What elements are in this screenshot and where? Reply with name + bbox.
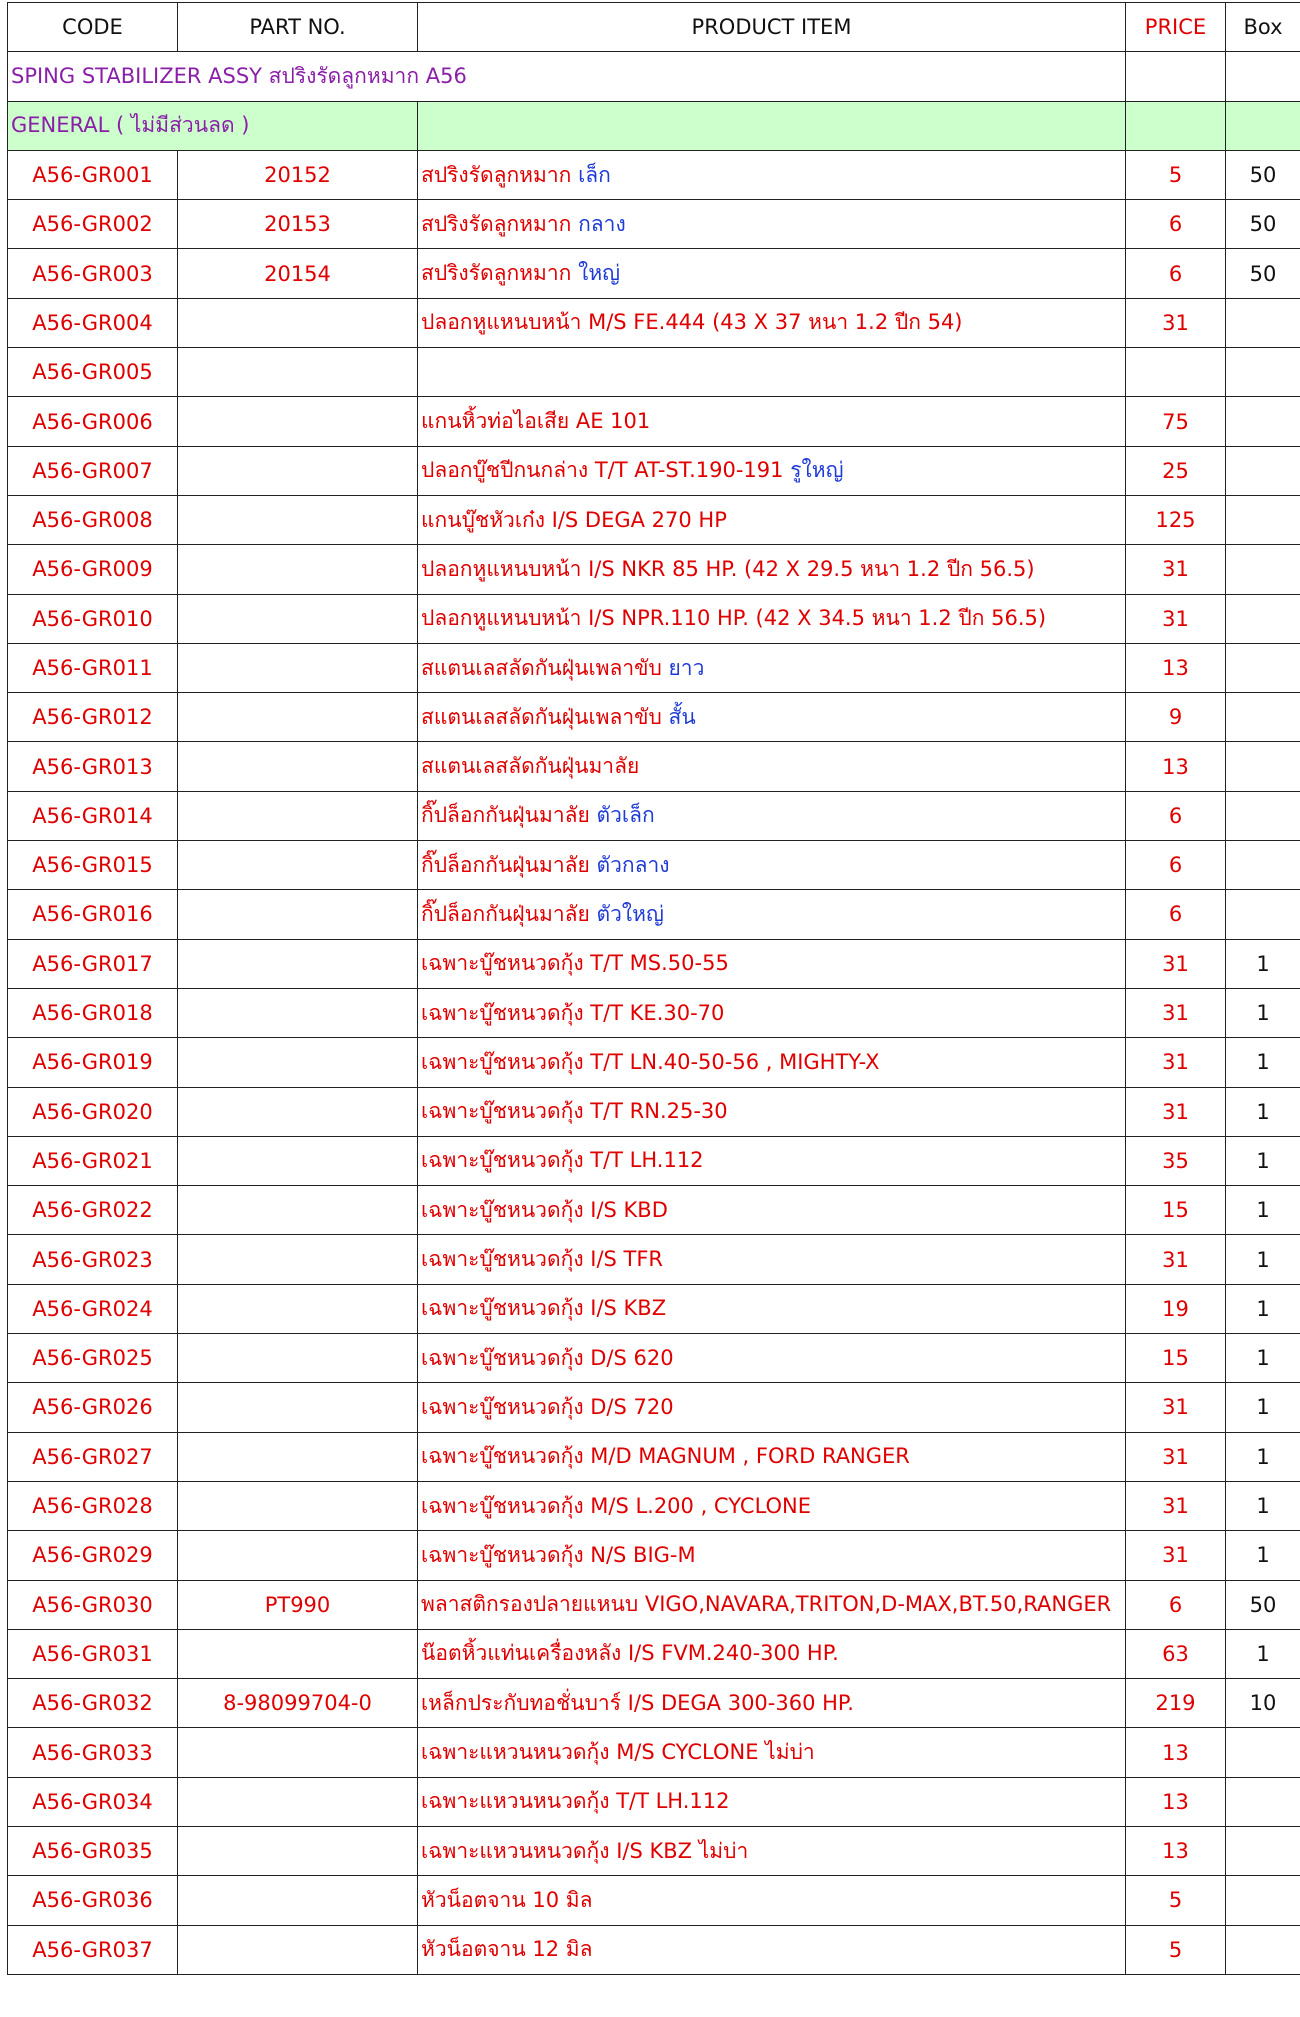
- row-product-name: เฉพาะบู๊ชหนวดกุ้ง I/S KBZ: [421, 1296, 667, 1321]
- row-part-no: [178, 594, 418, 643]
- row-product-item: [418, 742, 1126, 791]
- row-product-variant: เล็ก: [578, 162, 611, 187]
- table-row: [8, 643, 1300, 692]
- row-price: 31: [1126, 1087, 1226, 1136]
- row-product-name: ปลอกหูแหนบหน้า I/S NPR.110 HP. (42 X 34.5 หนา 1.2 ปีก 56.5): [421, 606, 1047, 631]
- table-row: [8, 1481, 1300, 1530]
- table-row: [8, 446, 1300, 495]
- general-price-cell: [1126, 101, 1226, 150]
- row-product-item: [418, 1925, 1126, 1974]
- row-box: 1: [1226, 1629, 1300, 1678]
- row-box: [1226, 791, 1300, 840]
- row-product-name: สแตนเลสลัดกันฝุ่นเพลาขับ: [421, 655, 669, 680]
- row-code: A56-GR036: [8, 1876, 178, 1925]
- row-code: A56-GR005: [8, 348, 178, 397]
- row-price: 31: [1126, 988, 1226, 1037]
- row-code: A56-GR012: [8, 693, 178, 742]
- row-price: 6: [1126, 1580, 1226, 1629]
- row-box: [1226, 890, 1300, 939]
- table-row: [8, 939, 1300, 988]
- row-product-name: กิ๊ปล็อกกันฝุ่นมาลัย: [421, 901, 597, 926]
- row-product-name: เฉพาะบู๊ชหนวดกุ้ง M/D MAGNUM , FORD RANGER: [421, 1444, 910, 1469]
- row-price: 13: [1126, 643, 1226, 692]
- row-part-no: [178, 1235, 418, 1284]
- row-product-item: [418, 939, 1126, 988]
- row-part-no: [178, 742, 418, 791]
- row-part-no: [178, 890, 418, 939]
- row-price: 31: [1126, 545, 1226, 594]
- row-code: A56-GR027: [8, 1432, 178, 1481]
- row-code: A56-GR030: [8, 1580, 178, 1629]
- row-product-item: [418, 693, 1126, 742]
- row-product-name: กิ๊ปล็อกกันฝุ่นมาลัย: [421, 852, 597, 877]
- table-row: [8, 1728, 1300, 1777]
- row-part-no: [178, 1728, 418, 1777]
- general-box-cell: [1226, 101, 1300, 150]
- table-row: [8, 1235, 1300, 1284]
- row-part-no: [178, 446, 418, 495]
- row-price: 6: [1126, 890, 1226, 939]
- row-code: A56-GR018: [8, 988, 178, 1037]
- row-box: [1226, 1777, 1300, 1826]
- row-product-variant: สั้น: [668, 704, 696, 729]
- row-code: A56-GR025: [8, 1334, 178, 1383]
- row-part-no: [178, 298, 418, 347]
- row-product-name: สแตนเลสลัดกันฝุ่นเพลาขับ: [421, 704, 669, 729]
- row-part-no: [178, 495, 418, 544]
- row-box: [1226, 298, 1300, 347]
- row-part-no: [178, 1629, 418, 1678]
- row-part-no: [178, 1087, 418, 1136]
- row-product-variant: ตัวเล็ก: [596, 803, 655, 828]
- row-price: 31: [1126, 1531, 1226, 1580]
- header-row: [8, 3, 1300, 52]
- row-product-item: [418, 446, 1126, 495]
- row-part-no: 20152: [178, 150, 418, 199]
- table-row: [8, 890, 1300, 939]
- row-part-no: [178, 1284, 418, 1333]
- row-product-item: [418, 841, 1126, 890]
- row-code: A56-GR022: [8, 1186, 178, 1235]
- row-product-name: เหล็กประกับทอชั่นบาร์ I/S DEGA 300-360 HP.: [421, 1690, 854, 1715]
- row-product-item: [418, 1580, 1126, 1629]
- table-row: [8, 200, 1300, 249]
- row-box: 50: [1226, 1580, 1300, 1629]
- row-price: 6: [1126, 791, 1226, 840]
- row-product-item: [418, 1531, 1126, 1580]
- row-box: [1226, 348, 1300, 397]
- row-price: 75: [1126, 397, 1226, 446]
- row-price: 13: [1126, 1826, 1226, 1875]
- row-part-no: [178, 1334, 418, 1383]
- row-product-name: เฉพาะบู๊ชหนวดกุ้ง I/S TFR: [421, 1247, 664, 1272]
- row-product-item: [418, 397, 1126, 446]
- row-part-no: [178, 1826, 418, 1875]
- row-part-no: [178, 1136, 418, 1185]
- row-product-item: [418, 1728, 1126, 1777]
- row-code: A56-GR010: [8, 594, 178, 643]
- row-box: 1: [1226, 1284, 1300, 1333]
- row-part-no: [178, 545, 418, 594]
- row-product-item: [418, 495, 1126, 544]
- row-product-variant: กลาง: [578, 211, 626, 236]
- table-row: [8, 397, 1300, 446]
- row-code: A56-GR031: [8, 1629, 178, 1678]
- row-part-no: 20153: [178, 200, 418, 249]
- row-code: A56-GR017: [8, 939, 178, 988]
- row-product-name: ปลอกหูแหนบหน้า I/S NKR 85 HP. (42 X 29.5 หนา 1.2 ปีก 56.5): [421, 556, 1035, 581]
- row-part-no: 20154: [178, 249, 418, 298]
- row-part-no: PT990: [178, 1580, 418, 1629]
- row-code: A56-GR001: [8, 150, 178, 199]
- table-row: [8, 1186, 1300, 1235]
- row-price: 13: [1126, 742, 1226, 791]
- row-product-item: [418, 1235, 1126, 1284]
- row-box: 1: [1226, 1235, 1300, 1284]
- row-box: 1: [1226, 1136, 1300, 1185]
- row-price: 6: [1126, 200, 1226, 249]
- row-product-name: สปริงรัดลูกหมาก: [421, 211, 579, 236]
- row-part-no: [178, 1432, 418, 1481]
- row-code: A56-GR019: [8, 1038, 178, 1087]
- row-product-item: [418, 1432, 1126, 1481]
- row-code: A56-GR002: [8, 200, 178, 249]
- table-row: [8, 545, 1300, 594]
- row-product-name: หัวน็อตจาน 10 มิล: [421, 1887, 593, 1912]
- table-row: [8, 1777, 1300, 1826]
- table-row: [8, 1087, 1300, 1136]
- row-price: 31: [1126, 594, 1226, 643]
- row-box: [1226, 643, 1300, 692]
- header-box: Box: [1226, 3, 1300, 52]
- general-label: GENERAL ( ไม่มีส่วนลด ): [8, 101, 418, 150]
- row-code: A56-GR026: [8, 1383, 178, 1432]
- row-price: 35: [1126, 1136, 1226, 1185]
- row-box: [1226, 594, 1300, 643]
- row-box: [1226, 1728, 1300, 1777]
- row-product-name: สปริงรัดลูกหมาก: [421, 261, 579, 286]
- row-product-name: เฉพาะบู๊ชหนวดกุ้ง T/T KE.30-70: [421, 1000, 725, 1025]
- row-code: A56-GR014: [8, 791, 178, 840]
- row-code: A56-GR023: [8, 1235, 178, 1284]
- row-product-variant: รูใหญ่: [790, 458, 844, 483]
- row-code: A56-GR015: [8, 841, 178, 890]
- row-box: [1226, 1925, 1300, 1974]
- row-box: [1226, 495, 1300, 544]
- row-product-name: เฉพาะบู๊ชหนวดกุ้ง T/T LH.112: [421, 1148, 704, 1173]
- row-product-name: เฉพาะแหวนหนวดกุ้ง M/S CYCLONE ไม่บ่า: [421, 1740, 815, 1765]
- row-code: A56-GR004: [8, 298, 178, 347]
- header-price: PRICE: [1126, 3, 1226, 52]
- row-price: 25: [1126, 446, 1226, 495]
- row-product-variant: ยาว: [668, 655, 705, 680]
- table-row: [8, 249, 1300, 298]
- row-product-item: [418, 890, 1126, 939]
- row-code: A56-GR009: [8, 545, 178, 594]
- row-box: 50: [1226, 249, 1300, 298]
- row-product-item: [418, 1826, 1126, 1875]
- table-row: [8, 1679, 1300, 1728]
- row-product-name: เฉพาะบู๊ชหนวดกุ้ง T/T RN.25-30: [421, 1099, 728, 1124]
- row-part-no: [178, 693, 418, 742]
- row-product-item: [418, 1383, 1126, 1432]
- row-part-no: [178, 939, 418, 988]
- row-price: 9: [1126, 693, 1226, 742]
- row-box: [1226, 1876, 1300, 1925]
- row-product-item: [418, 1186, 1126, 1235]
- row-part-no: [178, 1531, 418, 1580]
- table-row: [8, 693, 1300, 742]
- row-part-no: [178, 841, 418, 890]
- row-part-no: [178, 1186, 418, 1235]
- row-code: A56-GR035: [8, 1826, 178, 1875]
- row-box: [1226, 693, 1300, 742]
- table-row: [8, 1038, 1300, 1087]
- row-code: A56-GR016: [8, 890, 178, 939]
- row-box: 1: [1226, 1481, 1300, 1530]
- row-part-no: [178, 397, 418, 446]
- row-product-item: [418, 1334, 1126, 1383]
- row-box: 1: [1226, 1038, 1300, 1087]
- row-part-no: 8-98099704-0: [178, 1679, 418, 1728]
- row-code: A56-GR037: [8, 1925, 178, 1974]
- row-price: 31: [1126, 1383, 1226, 1432]
- row-code: A56-GR013: [8, 742, 178, 791]
- row-product-name: เฉพาะบู๊ชหนวดกุ้ง T/T LN.40-50-56 , MIGHTY-X: [421, 1049, 880, 1074]
- row-box: [1226, 545, 1300, 594]
- row-product-item: [418, 988, 1126, 1037]
- row-price: 13: [1126, 1777, 1226, 1826]
- row-part-no: [178, 1383, 418, 1432]
- row-price: 63: [1126, 1629, 1226, 1678]
- table-row: [8, 1334, 1300, 1383]
- row-price: 31: [1126, 298, 1226, 347]
- row-product-item: [418, 1679, 1126, 1728]
- row-product-item: [418, 545, 1126, 594]
- row-code: A56-GR032: [8, 1679, 178, 1728]
- row-product-name: เฉพาะบู๊ชหนวดกุ้ง M/S L.200 , CYCLONE: [421, 1493, 812, 1518]
- row-code: A56-GR034: [8, 1777, 178, 1826]
- row-product-item: [418, 643, 1126, 692]
- row-price: 31: [1126, 1235, 1226, 1284]
- general-row: [8, 101, 1300, 150]
- row-part-no: [178, 1925, 418, 1974]
- row-price: 15: [1126, 1186, 1226, 1235]
- row-box: [1226, 397, 1300, 446]
- section-box-cell: [1226, 52, 1300, 101]
- table-row: [8, 742, 1300, 791]
- row-product-name: เฉพาะบู๊ชหนวดกุ้ง D/S 720: [421, 1394, 674, 1419]
- row-product-variant: ใหญ่: [578, 261, 621, 286]
- row-price: 125: [1126, 495, 1226, 544]
- header-part-no: PART NO.: [178, 3, 418, 52]
- row-product-item: [418, 1136, 1126, 1185]
- table-row: [8, 348, 1300, 397]
- row-code: A56-GR011: [8, 643, 178, 692]
- row-product-name: ปลอกหูแหนบหน้า M/S FE.444 (43 X 37 หนา 1.2 ปีก 54): [421, 310, 963, 335]
- row-product-item: [418, 594, 1126, 643]
- row-price: [1126, 348, 1226, 397]
- row-box: 10: [1226, 1679, 1300, 1728]
- row-part-no: [178, 1777, 418, 1826]
- table-row: [8, 1432, 1300, 1481]
- row-price: 6: [1126, 841, 1226, 890]
- row-product-item: [418, 1777, 1126, 1826]
- row-product-name: เฉพาะบู๊ชหนวดกุ้ง I/S KBD: [421, 1197, 668, 1222]
- row-part-no: [178, 1876, 418, 1925]
- table-row: [8, 1580, 1300, 1629]
- section-title: SPING STABILIZER ASSY สปริงรัดลูกหมาก A56: [8, 52, 1126, 101]
- row-product-name: หัวน็อตจาน 12 มิล: [421, 1937, 593, 1962]
- row-box: 1: [1226, 1432, 1300, 1481]
- row-product-item: [418, 298, 1126, 347]
- row-part-no: [178, 348, 418, 397]
- row-box: 1: [1226, 1383, 1300, 1432]
- price-list-body: [8, 3, 1300, 1975]
- row-code: A56-GR003: [8, 249, 178, 298]
- row-product-item: [418, 249, 1126, 298]
- row-product-name: เฉพาะบู๊ชหนวดกุ้ง N/S BIG-M: [421, 1542, 696, 1567]
- row-product-name: เฉพาะแหวนหนวดกุ้ง T/T LH.112: [421, 1789, 730, 1814]
- table-row: [8, 150, 1300, 199]
- row-product-name: เฉพาะบู๊ชหนวดกุ้ง T/T MS.50-55: [421, 951, 729, 976]
- row-product-item: [418, 200, 1126, 249]
- table-row: [8, 1925, 1300, 1974]
- row-product-variant: ตัวใหญ่: [596, 901, 664, 926]
- table-row: [8, 594, 1300, 643]
- general-empty-cell: [418, 101, 1126, 150]
- section-title-row: [8, 52, 1300, 101]
- row-product-name: สแตนเลสลัดกันฝุ่นมาลัย: [421, 754, 640, 779]
- row-code: A56-GR021: [8, 1136, 178, 1185]
- header-code: CODE: [8, 3, 178, 52]
- table-row: [8, 1876, 1300, 1925]
- row-product-name: แกนบู๊ชหัวเก๋ง I/S DEGA 270 HP: [421, 507, 727, 532]
- row-product-item: [418, 1284, 1126, 1333]
- row-part-no: [178, 988, 418, 1037]
- row-product-variant: ตัวกลาง: [596, 852, 670, 877]
- row-box: 50: [1226, 200, 1300, 249]
- row-price: 31: [1126, 1038, 1226, 1087]
- row-product-item: [418, 150, 1126, 199]
- row-product-name: ปลอกบู๊ชปีกนกล่าง T/T AT-ST.190-191: [421, 458, 791, 483]
- price-list-table: [7, 2, 1300, 1975]
- table-row: [8, 1136, 1300, 1185]
- row-price: 6: [1126, 249, 1226, 298]
- row-code: A56-GR029: [8, 1531, 178, 1580]
- table-row: [8, 298, 1300, 347]
- row-box: [1226, 841, 1300, 890]
- row-code: A56-GR008: [8, 495, 178, 544]
- row-product-item: [418, 1629, 1126, 1678]
- table-row: [8, 1284, 1300, 1333]
- row-product-item: [418, 348, 1126, 397]
- table-row: [8, 988, 1300, 1037]
- row-code: A56-GR024: [8, 1284, 178, 1333]
- row-product-item: [418, 1038, 1126, 1087]
- section-price-cell: [1126, 52, 1226, 101]
- row-price: 5: [1126, 1876, 1226, 1925]
- row-box: [1226, 446, 1300, 495]
- row-box: 1: [1226, 1186, 1300, 1235]
- row-part-no: [178, 791, 418, 840]
- table-row: [8, 841, 1300, 890]
- row-product-name: เฉพาะแหวนหนวดกุ้ง I/S KBZ ไม่บ่า: [421, 1838, 749, 1863]
- table-row: [8, 1383, 1300, 1432]
- table-row: [8, 1826, 1300, 1875]
- row-price: 13: [1126, 1728, 1226, 1777]
- row-box: [1226, 742, 1300, 791]
- table-row: [8, 495, 1300, 544]
- row-part-no: [178, 1481, 418, 1530]
- row-code: A56-GR006: [8, 397, 178, 446]
- row-code: A56-GR033: [8, 1728, 178, 1777]
- row-box: 1: [1226, 939, 1300, 988]
- row-price: 15: [1126, 1334, 1226, 1383]
- row-box: 1: [1226, 988, 1300, 1037]
- row-part-no: [178, 1038, 418, 1087]
- row-price: 31: [1126, 939, 1226, 988]
- row-box: [1226, 1826, 1300, 1875]
- row-code: A56-GR028: [8, 1481, 178, 1530]
- row-price: 5: [1126, 150, 1226, 199]
- row-box: 1: [1226, 1334, 1300, 1383]
- row-product-name: เฉพาะบู๊ชหนวดกุ้ง D/S 620: [421, 1345, 674, 1370]
- row-product-item: [418, 1087, 1126, 1136]
- row-code: A56-GR007: [8, 446, 178, 495]
- row-product-item: [418, 1876, 1126, 1925]
- row-code: A56-GR020: [8, 1087, 178, 1136]
- row-box: 1: [1226, 1531, 1300, 1580]
- row-price: 19: [1126, 1284, 1226, 1333]
- row-price: 5: [1126, 1925, 1226, 1974]
- row-part-no: [178, 643, 418, 692]
- row-price: 31: [1126, 1432, 1226, 1481]
- row-product-name: สปริงรัดลูกหมาก: [421, 162, 579, 187]
- row-product-item: [418, 1481, 1126, 1530]
- row-product-name: แกนหิ้วท่อไอเสีย AE 101: [421, 409, 651, 434]
- row-product-name: น๊อตหิ้วแท่นเครื่องหลัง I/S FVM.240-300 HP.: [421, 1641, 839, 1666]
- row-box: 50: [1226, 150, 1300, 199]
- row-product-name: กิ๊ปล็อกกันฝุ่นมาลัย: [421, 803, 597, 828]
- row-price: 219: [1126, 1679, 1226, 1728]
- row-product-item: [418, 791, 1126, 840]
- table-row: [8, 1531, 1300, 1580]
- header-product-item: PRODUCT ITEM: [418, 3, 1126, 52]
- table-row: [8, 791, 1300, 840]
- row-price: 31: [1126, 1481, 1226, 1530]
- row-box: 1: [1226, 1087, 1300, 1136]
- table-row: [8, 1629, 1300, 1678]
- row-product-name: พลาสติกรองปลายแหนบ VIGO,NAVARA,TRITON,D-MAX,BT.50,RANGER: [421, 1592, 1112, 1617]
